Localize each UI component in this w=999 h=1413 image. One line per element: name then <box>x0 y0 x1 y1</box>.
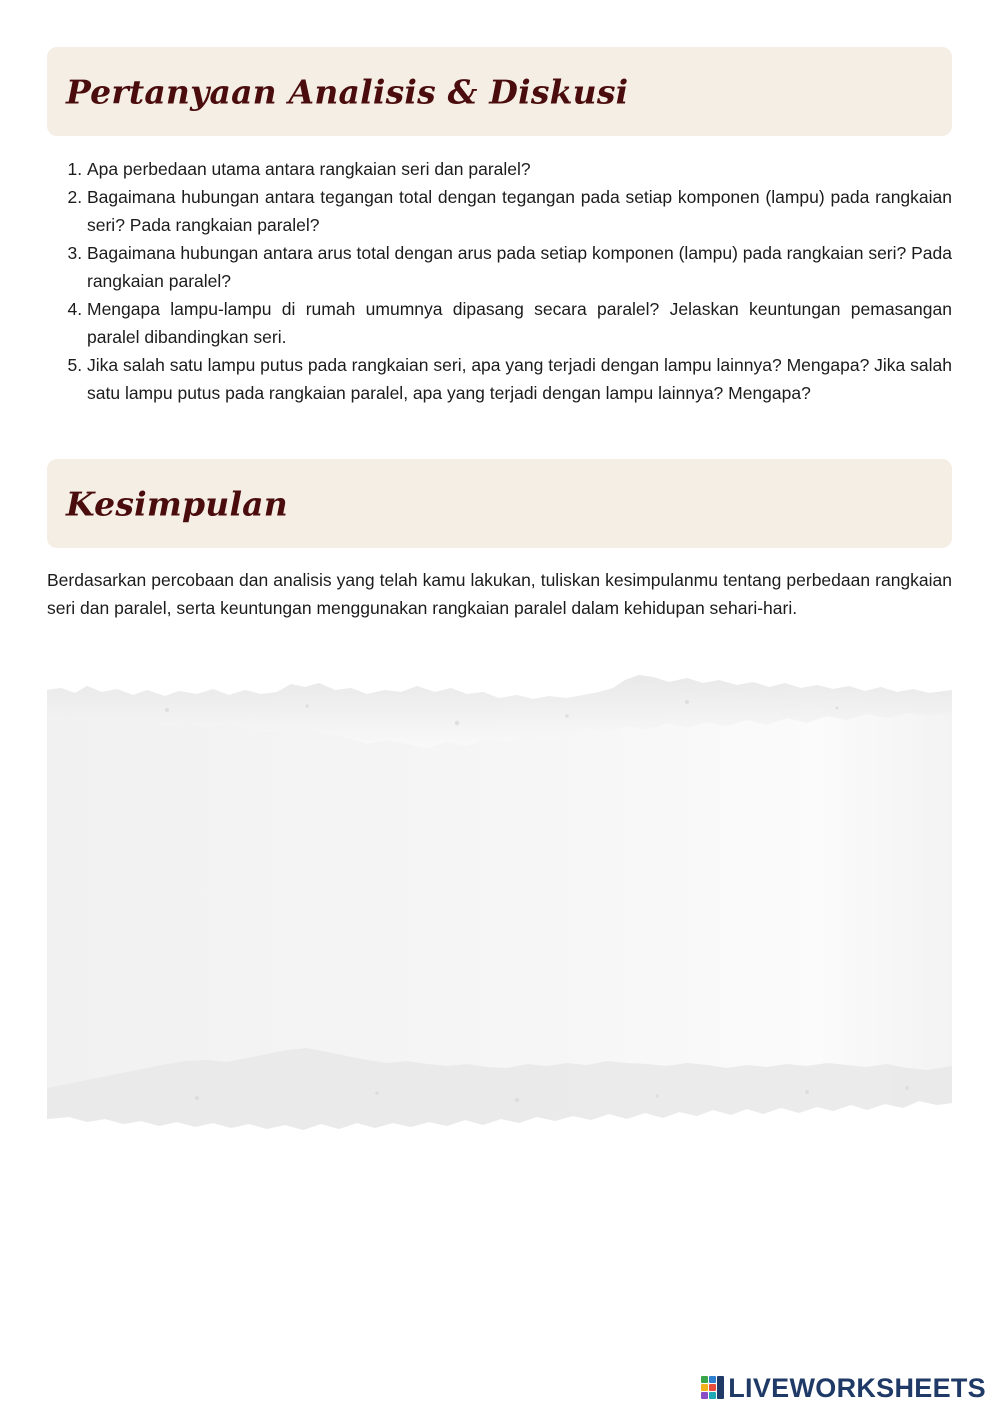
analysis-heading: Pertanyaan Analisis & Diskusi <box>66 72 629 111</box>
torn-paper-answer-area[interactable] <box>47 668 952 1138</box>
list-item: 4. Mengapa lampu-lampu di rumah umumnya dipasang secara paralel? Jelaskan keuntungan pemasangan paralel dibandingkan seri. <box>87 295 952 351</box>
conclusion-section-header <box>47 459 952 548</box>
conclusion-instructions: Berdasarkan percobaan dan analisis yang telah kamu lakukan, tuliskan kesimpulanmu tentang perbedaan rangkaian seri dan paralel, serta keuntungan menggunakan rangkaian paralel dalam kehidupan sehari-hari. <box>47 570 952 618</box>
liveworksheets-logo-icon <box>701 1375 725 1401</box>
list-item: 3. Bagaimana hubungan antara arus total dengan arus pada setiap komponen (lampu) pada rangkaian seri? Pada rangkaian paralel? <box>87 239 952 295</box>
list-item: 5. Jika salah satu lampu putus pada rangkaian seri, apa yang terjadi dengan lampu lainnya? Mengapa? Jika salah satu lampu putus pada rangkaian paralel, apa yang terjadi dengan lampu lainnya? Mengapa? <box>87 351 952 407</box>
list-item: 2. Bagaimana hubungan antara tegangan total dengan tegangan pada setiap komponen (lampu) pada rangkaian seri? Pada rangkaian paralel? <box>87 183 952 239</box>
list-item: 1. Apa perbedaan utama antara rangkaian seri dan paralel? <box>87 155 952 183</box>
analysis-section-header <box>47 47 952 136</box>
liveworksheets-logo[interactable] <box>701 1372 986 1404</box>
liveworksheets-logo-text: LIVEWORKSHEETS <box>728 1372 986 1403</box>
conclusion-heading: Kesimpulan <box>66 484 288 523</box>
question-list <box>47 155 952 407</box>
